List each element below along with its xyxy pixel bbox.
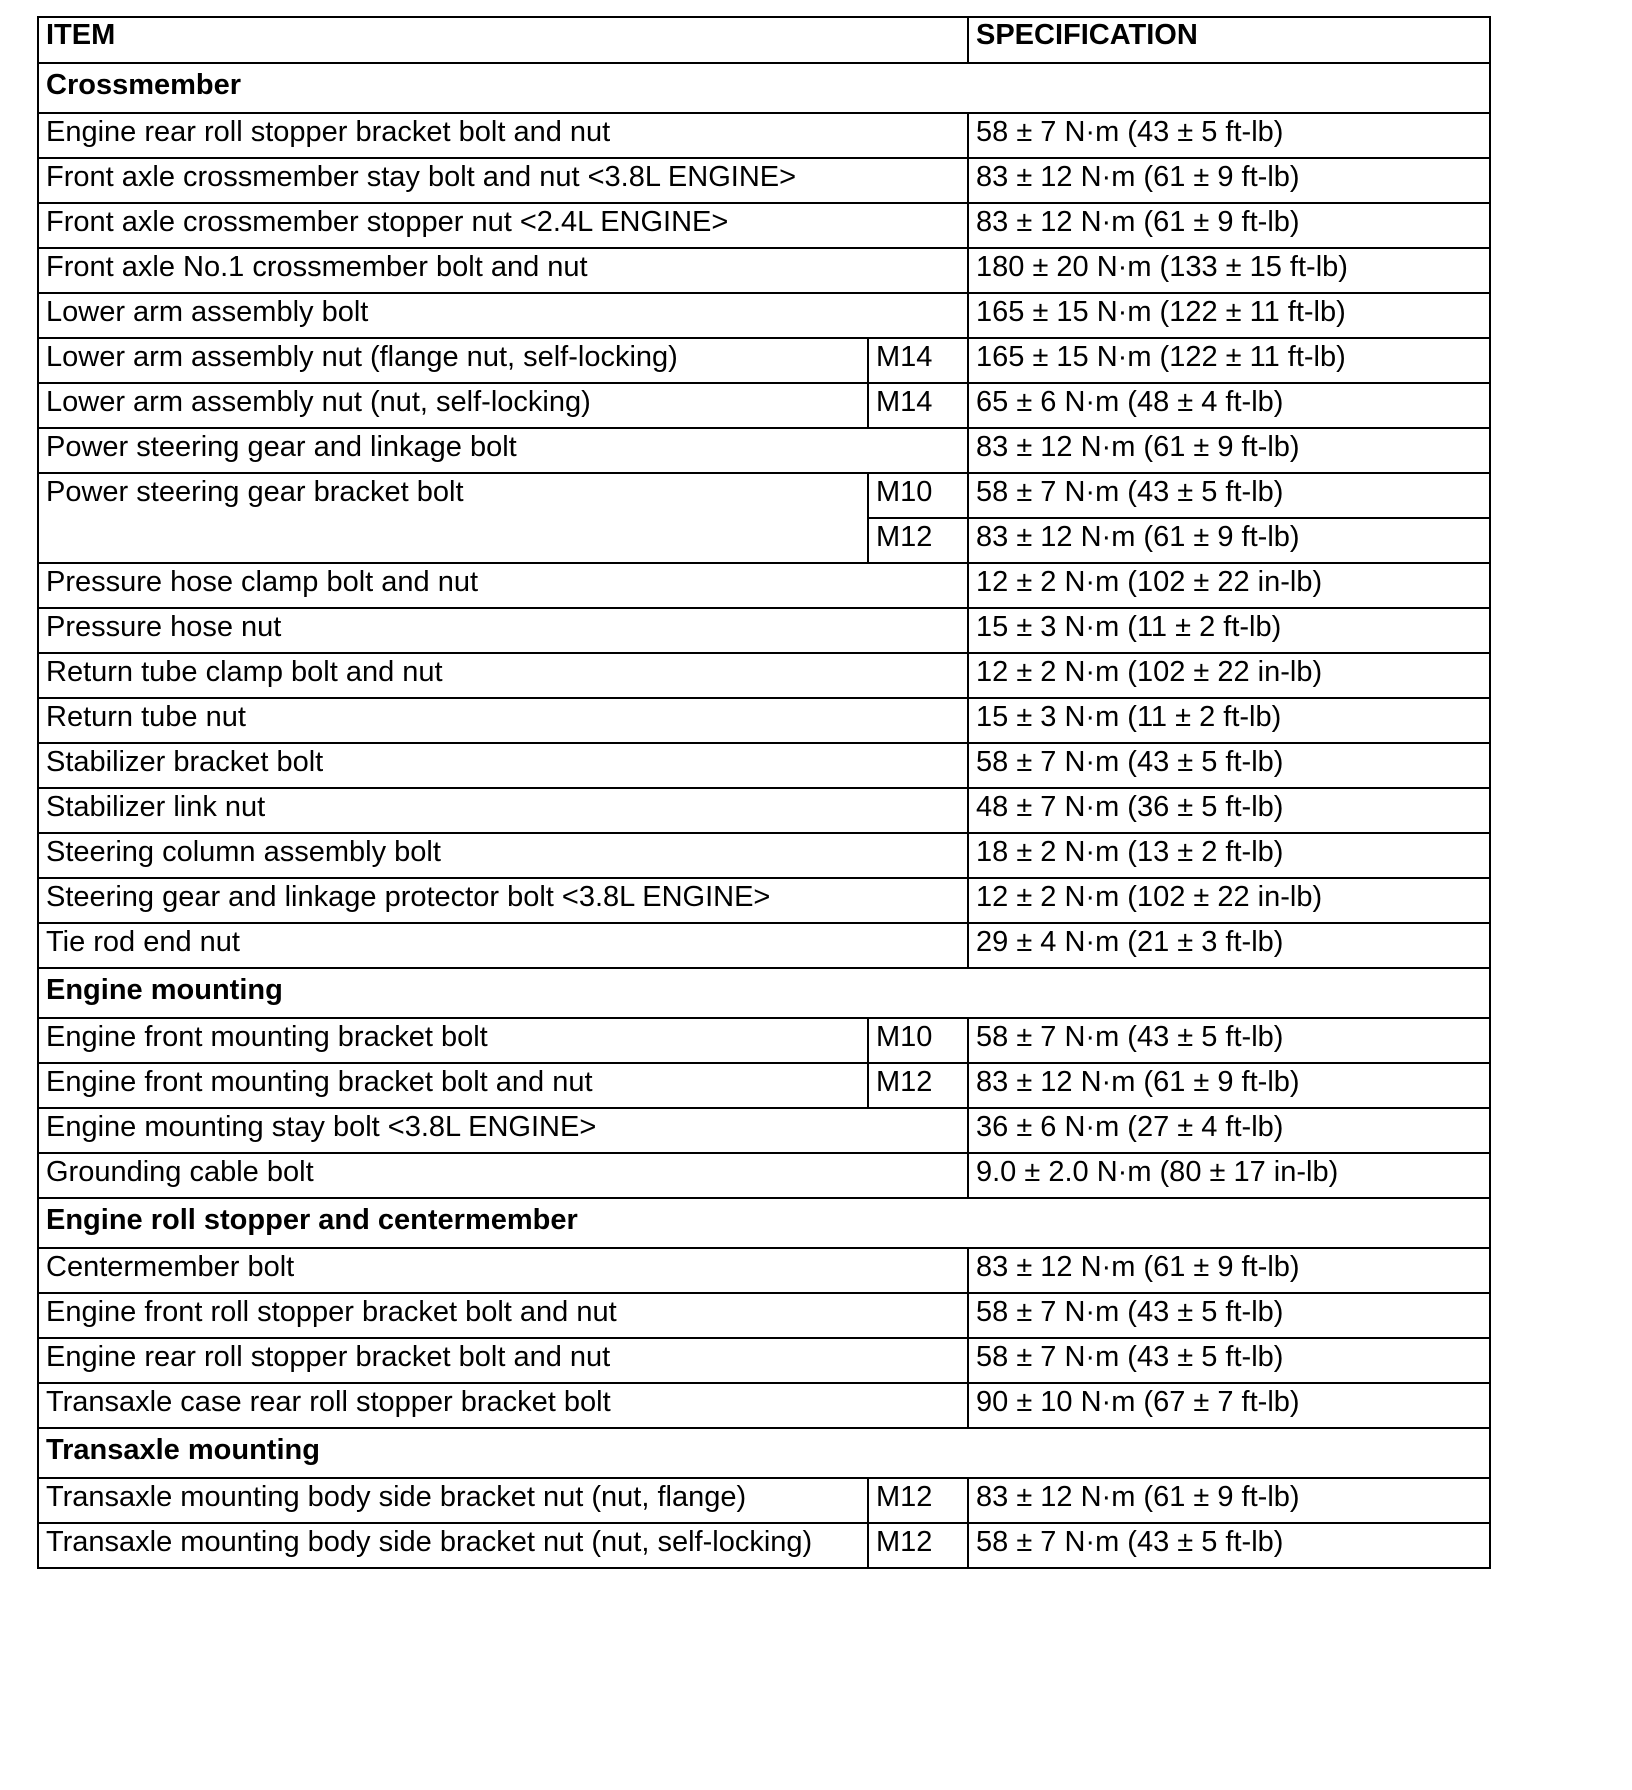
spec-cell: 180 ± 20 N·m (133 ± 15 ft-lb) [968,248,1490,293]
spec-cell: 83 ± 12 N·m (61 ± 9 ft-lb) [968,1248,1490,1293]
item-cell: Front axle No.1 crossmember bolt and nut [38,248,968,293]
item-cell: Lower arm assembly bolt [38,293,968,338]
table-row [38,1018,1490,1063]
table-row [38,1293,1490,1338]
table-row [38,428,1490,473]
item-cell: Pressure hose nut [38,608,968,653]
table-row [38,1153,1490,1198]
spec-cell: 29 ± 4 N·m (21 ± 3 ft-lb) [968,923,1490,968]
header-item: ITEM [38,17,968,63]
section-row [38,1428,1490,1478]
header-row [38,17,1490,63]
spec-cell: 83 ± 12 N·m (61 ± 9 ft-lb) [968,518,1490,563]
spec-cell: 48 ± 7 N·m (36 ± 5 ft-lb) [968,788,1490,833]
spec-cell: 83 ± 12 N·m (61 ± 9 ft-lb) [968,203,1490,248]
item-cell: Pressure hose clamp bolt and nut [38,563,968,608]
item-cell: Engine front mounting bracket bolt [38,1018,868,1063]
spec-cell: 15 ± 3 N·m (11 ± 2 ft-lb) [968,608,1490,653]
table-row [38,878,1490,923]
item-cell: Centermember bolt [38,1248,968,1293]
item-cell: Stabilizer bracket bolt [38,743,968,788]
table-row [38,563,1490,608]
item-cell: Front axle crossmember stay bolt and nut <3.8L ENGINE> [38,158,968,203]
spec-cell: 58 ± 7 N·m (43 ± 5 ft-lb) [968,1338,1490,1383]
section-title: Engine roll stopper and centermember [38,1198,1490,1248]
size-cell: M10 [868,1018,968,1063]
item-cell: Transaxle mounting body side bracket nut (nut, self-locking) [38,1523,868,1568]
table-row [38,1338,1490,1383]
spec-cell: 165 ± 15 N·m (122 ± 11 ft-lb) [968,338,1490,383]
size-cell: M12 [868,518,968,563]
item-cell: Lower arm assembly nut (flange nut, self-locking) [38,338,868,383]
section-row [38,1198,1490,1248]
table-row [38,608,1490,653]
item-cell: Lower arm assembly nut (nut, self-locking) [38,383,868,428]
spec-cell: 9.0 ± 2.0 N·m (80 ± 17 in-lb) [968,1153,1490,1198]
size-cell: M12 [868,1478,968,1523]
item-cell: Return tube clamp bolt and nut [38,653,968,698]
item-cell: Steering column assembly bolt [38,833,968,878]
size-cell: M14 [868,338,968,383]
size-cell: M12 [868,1063,968,1108]
item-cell: Transaxle mounting body side bracket nut (nut, flange) [38,1478,868,1523]
item-cell: Engine front roll stopper bracket bolt and nut [38,1293,968,1338]
spec-cell: 12 ± 2 N·m (102 ± 22 in-lb) [968,878,1490,923]
table-row [38,923,1490,968]
size-cell: M14 [868,383,968,428]
item-cell: Tie rod end nut [38,923,968,968]
table-row [38,653,1490,698]
table-row [38,1523,1490,1568]
spec-cell: 65 ± 6 N·m (48 ± 4 ft-lb) [968,383,1490,428]
spec-cell: 15 ± 3 N·m (11 ± 2 ft-lb) [968,698,1490,743]
spec-cell: 36 ± 6 N·m (27 ± 4 ft-lb) [968,1108,1490,1153]
spec-table-body [38,17,1490,1568]
table-row [38,1383,1490,1428]
item-cell: Engine rear roll stopper bracket bolt and nut [38,113,968,158]
spec-cell: 58 ± 7 N·m (43 ± 5 ft-lb) [968,1523,1490,1568]
spec-cell: 18 ± 2 N·m (13 ± 2 ft-lb) [968,833,1490,878]
table-row [38,293,1490,338]
table-row [38,1108,1490,1153]
table-row [38,203,1490,248]
header-specification: SPECIFICATION [968,17,1490,63]
table-row [38,383,1490,428]
item-cell: Engine front mounting bracket bolt and nut [38,1063,868,1108]
table-row [38,698,1490,743]
spec-cell: 58 ± 7 N·m (43 ± 5 ft-lb) [968,743,1490,788]
spec-cell: 12 ± 2 N·m (102 ± 22 in-lb) [968,563,1490,608]
section-title: Transaxle mounting [38,1428,1490,1478]
item-cell: Return tube nut [38,698,968,743]
item-cell: Stabilizer link nut [38,788,968,833]
item-cell: Transaxle case rear roll stopper bracket bolt [38,1383,968,1428]
table-row [38,1248,1490,1293]
section-title: Engine mounting [38,968,1490,1018]
spec-cell: 83 ± 12 N·m (61 ± 9 ft-lb) [968,1478,1490,1523]
table-row [38,158,1490,203]
size-cell: M10 [868,473,968,518]
torque-spec-table [37,16,1491,1569]
table-row [38,248,1490,293]
item-cell: Power steering gear and linkage bolt [38,428,968,473]
table-row [38,1063,1490,1108]
spec-cell: 58 ± 7 N·m (43 ± 5 ft-lb) [968,473,1490,518]
table-row [38,473,1490,518]
spec-cell: 83 ± 12 N·m (61 ± 9 ft-lb) [968,1063,1490,1108]
size-cell: M12 [868,1523,968,1568]
spec-cell: 58 ± 7 N·m (43 ± 5 ft-lb) [968,1293,1490,1338]
spec-cell: 165 ± 15 N·m (122 ± 11 ft-lb) [968,293,1490,338]
table-row [38,338,1490,383]
section-row [38,968,1490,1018]
spec-cell: 58 ± 7 N·m (43 ± 5 ft-lb) [968,113,1490,158]
item-cell: Grounding cable bolt [38,1153,968,1198]
spec-cell: 90 ± 10 N·m (67 ± 7 ft-lb) [968,1383,1490,1428]
spec-cell: 12 ± 2 N·m (102 ± 22 in-lb) [968,653,1490,698]
table-row [38,1478,1490,1523]
section-title: Crossmember [38,63,1490,113]
spec-cell: 58 ± 7 N·m (43 ± 5 ft-lb) [968,1018,1490,1063]
item-cell: Power steering gear bracket bolt [38,473,868,563]
item-cell: Engine rear roll stopper bracket bolt and nut [38,1338,968,1383]
table-row [38,743,1490,788]
section-row [38,63,1490,113]
item-cell: Engine mounting stay bolt <3.8L ENGINE> [38,1108,968,1153]
item-cell: Front axle crossmember stopper nut <2.4L ENGINE> [38,203,968,248]
table-row [38,788,1490,833]
spec-cell: 83 ± 12 N·m (61 ± 9 ft-lb) [968,158,1490,203]
table-row [38,833,1490,878]
item-cell: Steering gear and linkage protector bolt <3.8L ENGINE> [38,878,968,923]
spec-cell: 83 ± 12 N·m (61 ± 9 ft-lb) [968,428,1490,473]
table-row [38,113,1490,158]
